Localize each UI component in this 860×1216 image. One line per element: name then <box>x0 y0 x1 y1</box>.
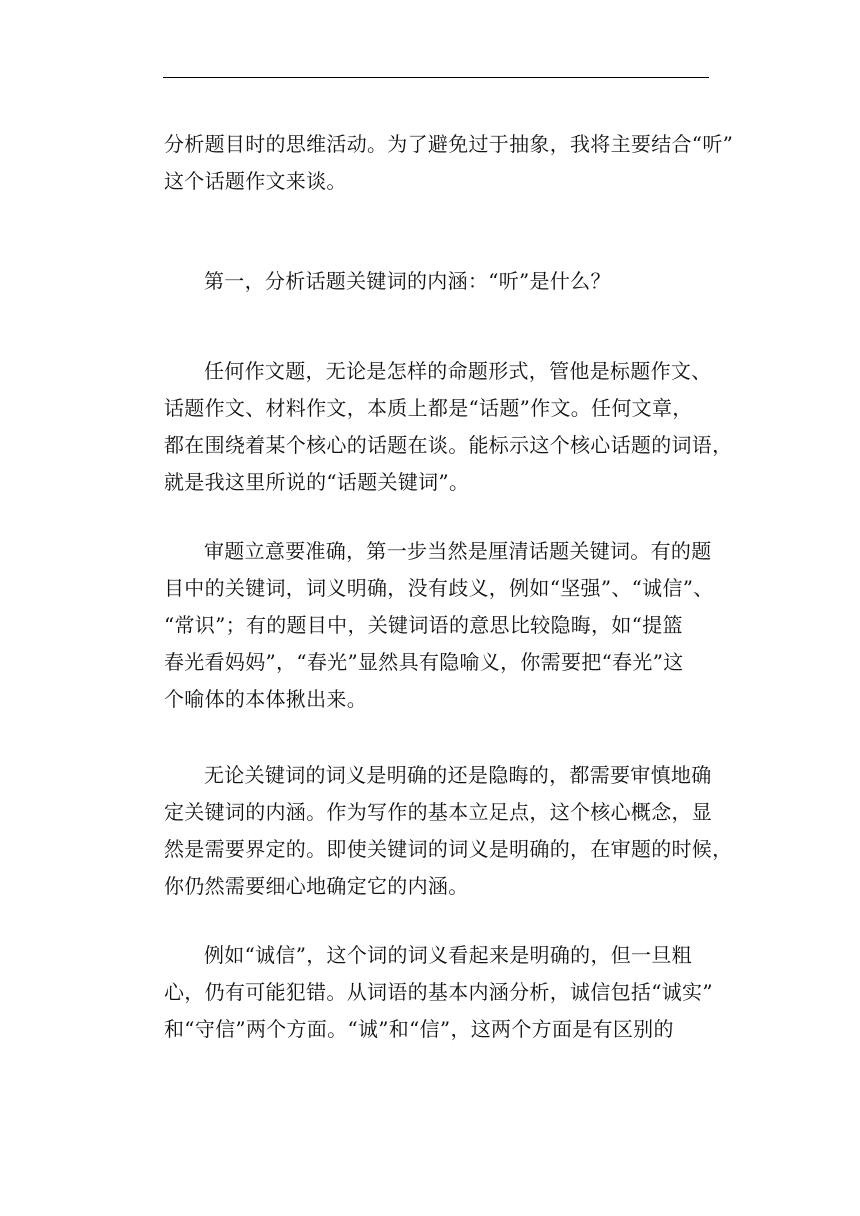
paragraph-2-line-2: 目中的关键词，词义明确，没有歧义，例如“坚强”、“诚信”、 <box>164 576 714 600</box>
paragraph-3-line-3: 然是需要界定的。即使关键词的词义是明确的，在审题的时候， <box>164 837 733 861</box>
paragraph-3-line-2: 定关键词的内涵。作为写作的基本立足点，这个核心概念，显 <box>164 800 713 824</box>
paragraph-3 <box>164 757 733 905</box>
paragraph-2-line-1: 审题立意要准确，第一步当然是厘清话题关键词。有的题 <box>204 539 712 563</box>
section-heading-block <box>164 263 724 300</box>
paragraph-1 <box>164 353 733 501</box>
paragraph-2-line-5: 个喻体的本体揪出来。 <box>164 687 367 711</box>
paragraph-4-line-2: 心，仍有可能犯错。从词语的基本内涵分析，诚信包括“诚实” <box>164 980 713 1004</box>
paragraph-2 <box>164 533 724 718</box>
paragraph-4-line-3: 和“守信”两个方面。“诚”和“信”，这两个方面是有区别的 <box>164 1017 674 1041</box>
paragraph-3-line-4: 你仍然需要细心地确定它的内涵。 <box>164 874 469 898</box>
intro-line-2: 这个话题作文来谈。 <box>164 169 347 193</box>
paragraph-2-line-4: 春光看妈妈”，“春光”显然具有隐喻义，你需要把“春光”这 <box>164 650 684 674</box>
paragraph-3-line-1: 无论关键词的词义是明确的还是隐晦的，都需要审慎地确 <box>204 763 712 787</box>
paragraph-4 <box>164 937 724 1048</box>
header-rule <box>163 77 709 78</box>
section-heading: 第一，分析话题关键词的内涵：“听”是什么？ <box>204 269 611 293</box>
paragraph-2-line-3: “常识”；有的题目中，关键词语的意思比较隐晦，如“提篮 <box>164 613 683 637</box>
intro-line-1: 分析题目时的思维活动。为了避免过于抽象，我将主要结合“听” <box>164 132 734 156</box>
paragraph-4-line-1: 例如“诚信”，这个词的词义看起来是明确的，但一旦粗 <box>204 943 692 967</box>
intro-paragraph <box>164 126 734 200</box>
paragraph-1-line-4: 就是我这里所说的“话题关键词”。 <box>164 470 470 494</box>
paragraph-1-line-2: 话题作文、材料作文，本质上都是“话题”作文。任何文章， <box>164 396 693 420</box>
paragraph-1-line-3: 都在围绕着某个核心的话题在谈。能标示这个核心话题的词语， <box>164 433 733 457</box>
paragraph-1-line-1: 任何作文题，无论是怎样的命题形式，管他是标题作文、 <box>204 359 712 383</box>
